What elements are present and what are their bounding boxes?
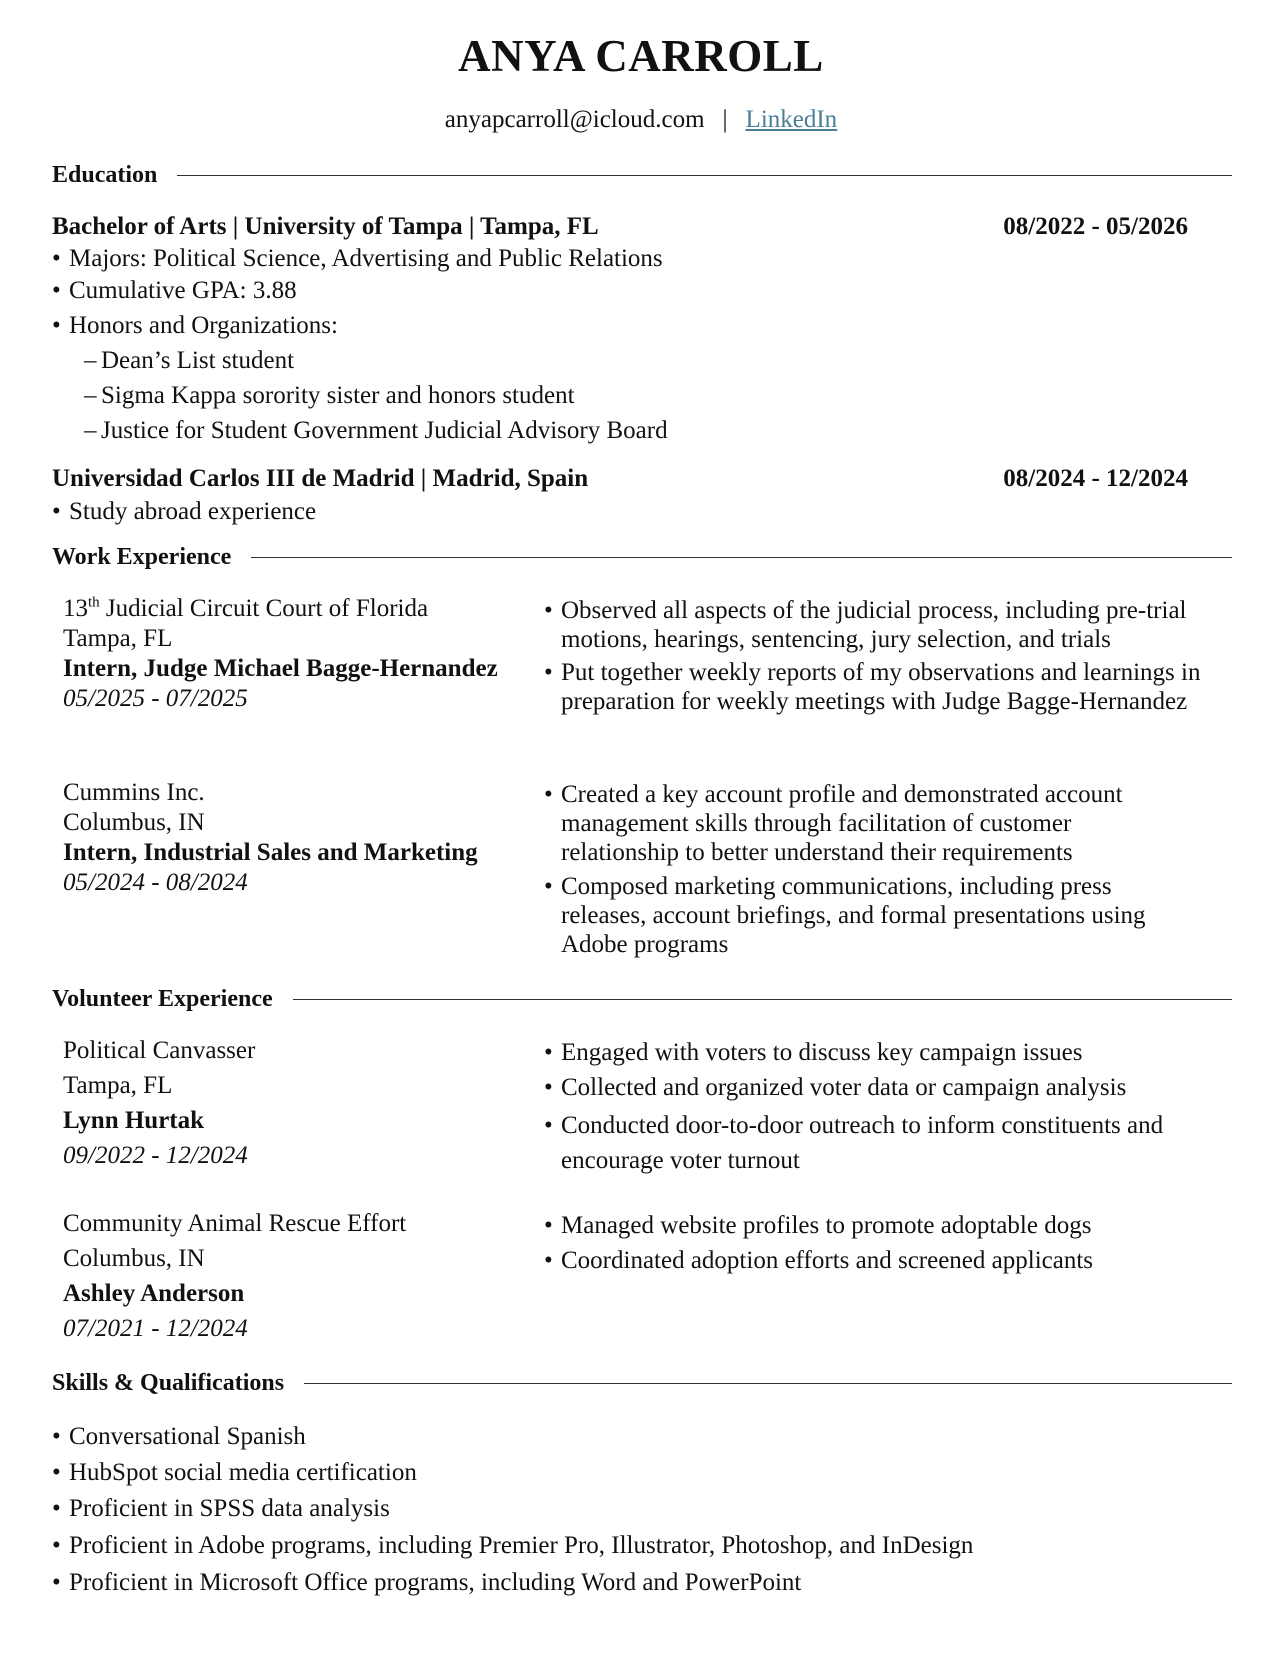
job-dates: 05/2024 - 08/2024 [63, 869, 248, 896]
abroad-heading: Universidad Carlos III de Madrid | Madrid, Spain [52, 465, 589, 492]
volunteer-role: Lynn Hurtak [63, 1107, 205, 1134]
job-bullet: • Observed all aspects of the judicial process, including pre-trial motions, hearings, sentencing, jury selection, and trials [561, 596, 1231, 654]
skill-item: • Proficient in Microsoft Office programs, including Word and PowerPoint [69, 1568, 801, 1598]
section-divider [304, 1383, 1232, 1384]
volunteer-title: Volunteer Experience [52, 985, 273, 1012]
email-text: anyapcarroll@icloud.com [444, 106, 705, 133]
job-location: Tampa, FL [63, 625, 173, 652]
degree-dates: 08/2022 - 05/2026 [1003, 213, 1188, 240]
volunteer-organization: Community Animal Rescue Effort [63, 1210, 407, 1237]
linkedin-link[interactable]: LinkedIn [745, 106, 838, 133]
job-role: Intern, Judge Michael Bagge-Hernandez [63, 655, 498, 682]
job-organization: Cummins Inc. [63, 779, 205, 806]
job-bullet: • Composed marketing communications, including press releases, account briefings, and formal presentations using Adobe programs [561, 872, 1201, 959]
section-divider [177, 175, 1232, 176]
volunteer-role: Ashley Anderson [63, 1280, 245, 1307]
volunteer-location: Columbus, IN [63, 1245, 205, 1272]
volunteer-section-header [52, 984, 1232, 1014]
honors-item: – Dean’s List student [101, 346, 294, 376]
education-bullet: • Cumulative GPA: 3.88 [69, 276, 297, 306]
job-bullet: • Created a key account profile and demonstrated account management skills through facilitation of customer relationship to better understand their requirements [561, 780, 1181, 867]
job-role: Intern, Industrial Sales and Marketing [63, 839, 478, 866]
resume-name: ANYA CARROLL [458, 31, 824, 81]
volunteer-bullet: • Collected and organized voter data or campaign analysis [561, 1073, 1126, 1103]
volunteer-bullet: • Coordinated adoption efforts and screened applicants [561, 1246, 1093, 1276]
volunteer-dates: 09/2022 - 12/2024 [63, 1142, 248, 1169]
skill-item: • Conversational Spanish [69, 1422, 306, 1452]
contact-separator: | [722, 106, 728, 133]
education-title: Education [52, 161, 158, 188]
skills-section-header [52, 1368, 1232, 1398]
honors-item: – Justice for Student Government Judicial Advisory Board [101, 416, 668, 446]
skill-item: • HubSpot social media certification [69, 1458, 417, 1488]
education-bullet: • Honors and Organizations: [69, 311, 338, 341]
degree-heading: Bachelor of Arts | University of Tampa | Tampa, FL [52, 213, 599, 240]
work-title: Work Experience [52, 543, 232, 570]
contact-line [0, 106, 1282, 134]
job-organization [63, 594, 428, 624]
education-bullet: • Study abroad experience [69, 497, 316, 527]
volunteer-bullet: • Conducted door-to-door outreach to inform constituents and encourage voter turnout [561, 1108, 1231, 1178]
volunteer-location: Tampa, FL [63, 1072, 173, 1099]
honors-item: – Sigma Kappa sorority sister and honors student [101, 381, 575, 411]
section-divider [251, 557, 1232, 558]
volunteer-bullet: • Managed website profiles to promote adoptable dogs [561, 1211, 1091, 1241]
org-number: 13 [63, 595, 88, 622]
skills-title: Skills & Qualifications [52, 1369, 285, 1396]
section-divider [293, 999, 1232, 1000]
job-location: Columbus, IN [63, 809, 205, 836]
job-dates: 05/2025 - 07/2025 [63, 685, 248, 712]
skill-item: • Proficient in SPSS data analysis [69, 1494, 390, 1524]
volunteer-organization: Political Canvasser [63, 1037, 256, 1064]
abroad-dates: 08/2024 - 12/2024 [1003, 465, 1188, 492]
org-name: Judicial Circuit Court of Florida [105, 595, 429, 622]
job-bullet: • Put together weekly reports of my observations and learnings in preparation for weekly meetings with Judge Bagge-Hernandez [561, 658, 1231, 716]
education-bullet: • Majors: Political Science, Advertising and Public Relations [69, 244, 663, 274]
volunteer-dates: 07/2021 - 12/2024 [63, 1315, 248, 1342]
volunteer-bullet: • Engaged with voters to discuss key campaign issues [561, 1038, 1082, 1068]
work-section-header [52, 542, 1232, 572]
education-section-header [52, 160, 1232, 190]
org-ordinal: th [88, 594, 100, 611]
skill-item: • Proficient in Adobe programs, including Premier Pro, Illustrator, Photoshop, and InDesign [69, 1531, 973, 1561]
